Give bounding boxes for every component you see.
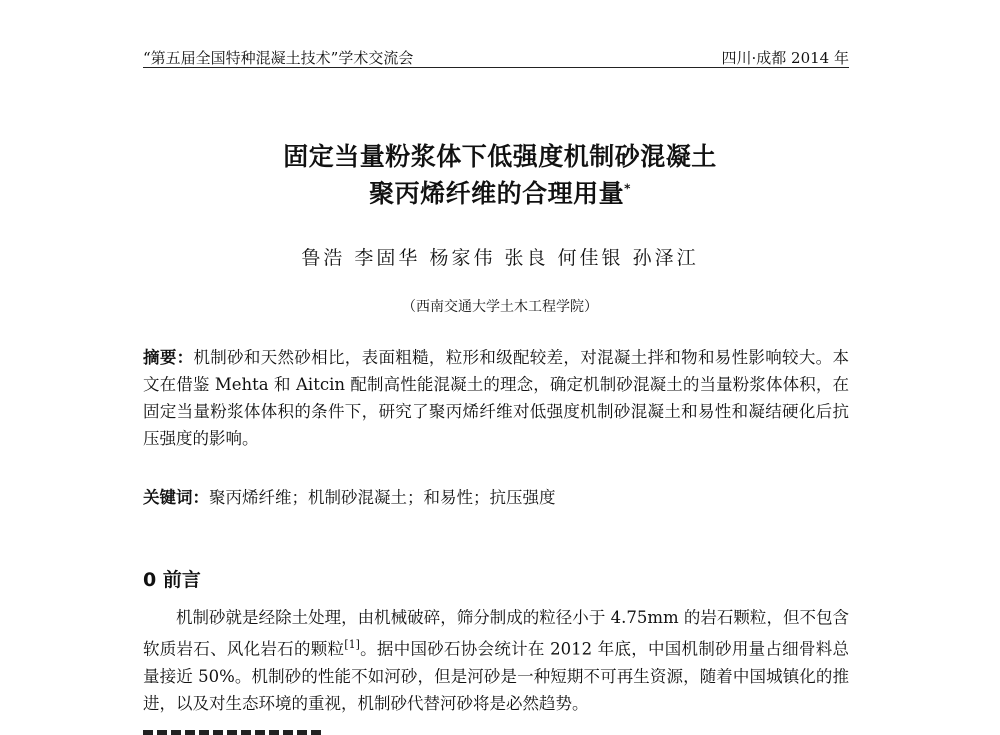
intro-text-2: 。据中国砂石协会统计在 2012 年底，中国机制砂用量占细骨料总量接近 50%。机制砂的性能不如河砂，但是河砂是一种短期不可再生资源，随着中国城镇化的推进，以及对生态环境的重视，机制砂代替河砂将是必然趋势。	[143, 639, 850, 713]
section-heading-intro: 0 前言	[143, 569, 201, 591]
paper-title-line-2	[0, 174, 1000, 210]
abstract-text: 机制砂和天然砂相比，表面粗糙，粒形和级配较差，对混凝土拌和物和易性影响较大。本文在借鉴 Mehta 和 Aitcin 配制高性能混凝土的理念，确定机制砂混凝土的当量粉浆体体积，在固定当量粉浆体体积的条件下，研究了聚丙烯纤维对低强度机制砂混凝土和易性和凝结硬化后抗压强度的影响。	[143, 348, 850, 448]
abstract-label: 摘要：	[143, 348, 194, 367]
intro-text-1: 机制砂就是经除土处理，由机械破碎，筛分制成的粒径小于 4.75mm 的岩石颗粒，但不包含软质岩石、风化岩石的颗粒	[143, 608, 849, 659]
keywords-text: 聚丙烯纤维；机制砂混凝土；和易性；抗压强度	[209, 488, 556, 507]
running-header	[143, 45, 849, 68]
citation-ref: [1]	[344, 638, 360, 651]
title-text-1: 固定当量粉浆体下低强度机制砂混凝土	[283, 142, 717, 171]
title-text-2: 聚丙烯纤维的合理用量	[369, 179, 625, 208]
intro-paragraph	[143, 604, 849, 717]
paper-title-line-1	[0, 137, 1000, 173]
author-list: 鲁浩 李固华 杨家伟 张良 何佳银 孙泽江	[301, 247, 699, 269]
keywords	[143, 484, 849, 511]
title-footnote-mark: *	[624, 181, 631, 196]
keywords-label: 关键词：	[143, 488, 209, 507]
abstract	[143, 344, 849, 452]
affiliation: （西南交通大学土木工程学院）	[402, 299, 598, 315]
cropped-next-line	[143, 722, 323, 735]
conference-name: “第五届全国特种混凝土技术”学术交流会	[143, 49, 414, 67]
location-year: 四川·成都 2014 年	[721, 49, 849, 67]
